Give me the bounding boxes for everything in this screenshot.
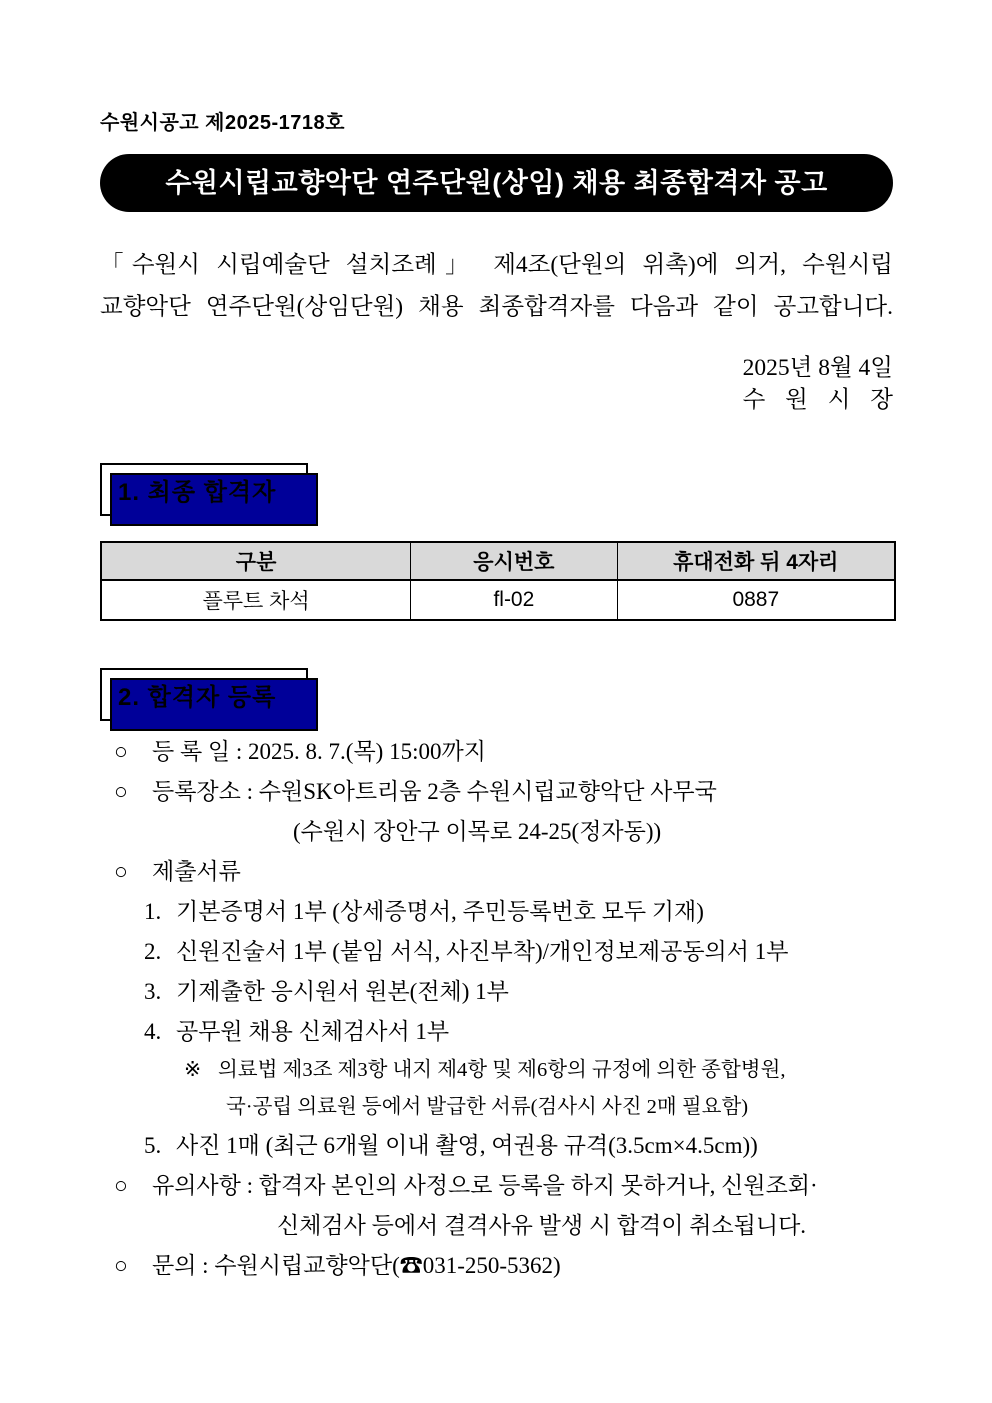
list-item-doc-4-note xyxy=(100,1052,893,1089)
number-marker: 3. xyxy=(144,979,162,1004)
circle-bullet: ○ xyxy=(114,1173,128,1198)
number-marker: 4. xyxy=(144,1019,162,1044)
intro-paragraph xyxy=(100,244,893,328)
list-item-contact xyxy=(100,1246,893,1286)
list-item-text: 신체검사 등에서 결격사유 발생 시 합격이 취소됩니다. xyxy=(277,1213,807,1238)
table-header-row xyxy=(101,542,895,580)
contact-prefix: 문의 : 수원시립교향악단( xyxy=(152,1253,400,1278)
list-item-doc-3 xyxy=(100,972,893,1012)
table-row xyxy=(101,580,895,620)
list-item-required-documents xyxy=(100,852,893,892)
contact-number: 031-250-5362) xyxy=(422,1253,561,1278)
date-signature-block xyxy=(100,352,893,416)
number-marker: 5. xyxy=(144,1133,162,1158)
circle-bullet: ○ xyxy=(114,739,128,764)
cell-phone-last4: 0887 xyxy=(617,580,895,620)
number-marker: 2. xyxy=(144,939,162,964)
list-item-doc-4 xyxy=(100,1012,893,1052)
number-marker: 1. xyxy=(144,899,162,924)
reference-mark: ※ xyxy=(184,1059,202,1081)
section1-heading: 1. 최종 합격자 xyxy=(100,463,308,516)
list-item-text: 기제출한 응시원서 원본(전체) 1부 xyxy=(176,979,509,1004)
col-header-applicant-number: 응시번호 xyxy=(411,542,617,580)
list-item-text: 등 록 일 : 2025. 8. 7.(목) 15:00까지 xyxy=(152,739,486,764)
registration-list xyxy=(100,732,893,1286)
list-item-caution-cont xyxy=(100,1206,893,1246)
signer-mayor: 수 원 시 장 xyxy=(742,387,893,413)
list-item-text: 기본증명서 1부 (상세증명서, 주민등록번호 모두 기재) xyxy=(176,899,704,924)
list-item-doc-5 xyxy=(100,1126,893,1166)
intro-line-2: 교향악단 연주단원(상임단원) 채용 최종합격자를 다음과 같이 공고합니다. xyxy=(100,294,893,320)
list-item-text: 의료법 제3조 제3항 내지 제4항 및 제6항의 규정에 의한 종합병원, xyxy=(218,1059,786,1081)
list-item-registration-place-address xyxy=(100,812,893,852)
list-item-registration-date xyxy=(100,732,893,772)
list-item-doc-4-note-cont xyxy=(100,1089,893,1126)
list-item-registration-place xyxy=(100,772,893,812)
circle-bullet: ○ xyxy=(114,859,128,884)
list-item-text: 제출서류 xyxy=(152,859,241,884)
col-header-category: 구분 xyxy=(101,542,411,580)
list-item-text: 신원진술서 1부 (붙임 서식, 사진부착)/개인정보제공동의서 1부 xyxy=(176,939,789,964)
list-item-text: 사진 1매 (최근 6개월 이내 촬영, 여권용 규격(3.5cm×4.5cm)) xyxy=(176,1133,758,1158)
cell-category: 플루트 차석 xyxy=(101,580,411,620)
phone-icon: ☎ xyxy=(399,1253,423,1278)
list-item-text: (수원시 장안구 이목로 24-25(정자동)) xyxy=(293,819,662,844)
list-item-text: 유의사항 : 합격자 본인의 사정으로 등록을 하지 못하거나, 신원조회· xyxy=(152,1173,818,1198)
doc-number: 수원시공고 제2025-1718호 xyxy=(100,112,345,134)
list-item-text: 등록장소 : 수원SK아트리움 2층 수원시립교향악단 사무국 xyxy=(152,779,717,804)
announcement-date: 2025년 8월 4일 xyxy=(742,355,893,381)
section2-heading: 2. 합격자 등록 xyxy=(100,668,308,721)
list-item-text: 공무원 채용 신체검사서 1부 xyxy=(176,1019,450,1044)
list-item-doc-1 xyxy=(100,892,893,932)
final-candidates-table xyxy=(100,541,896,621)
cell-applicant-number: fl-02 xyxy=(411,580,617,620)
circle-bullet: ○ xyxy=(114,1253,128,1278)
title-banner: 수원시립교향악단 연주단원(상임) 채용 최종합격자 공고 xyxy=(100,154,893,212)
list-item-text: 국·공립 의료원 등에서 발급한 서류(검사시 사진 2매 필요함) xyxy=(226,1096,749,1118)
col-header-phone-last4: 휴대전화 뒤 4자리 xyxy=(617,542,895,580)
list-item-caution xyxy=(100,1166,893,1206)
intro-line-1: 「수원시 시립예술단 설치조례」 제4조(단원의 위촉)에 의거, 수원시립 xyxy=(100,252,893,278)
circle-bullet: ○ xyxy=(114,779,128,804)
list-item-doc-2 xyxy=(100,932,893,972)
